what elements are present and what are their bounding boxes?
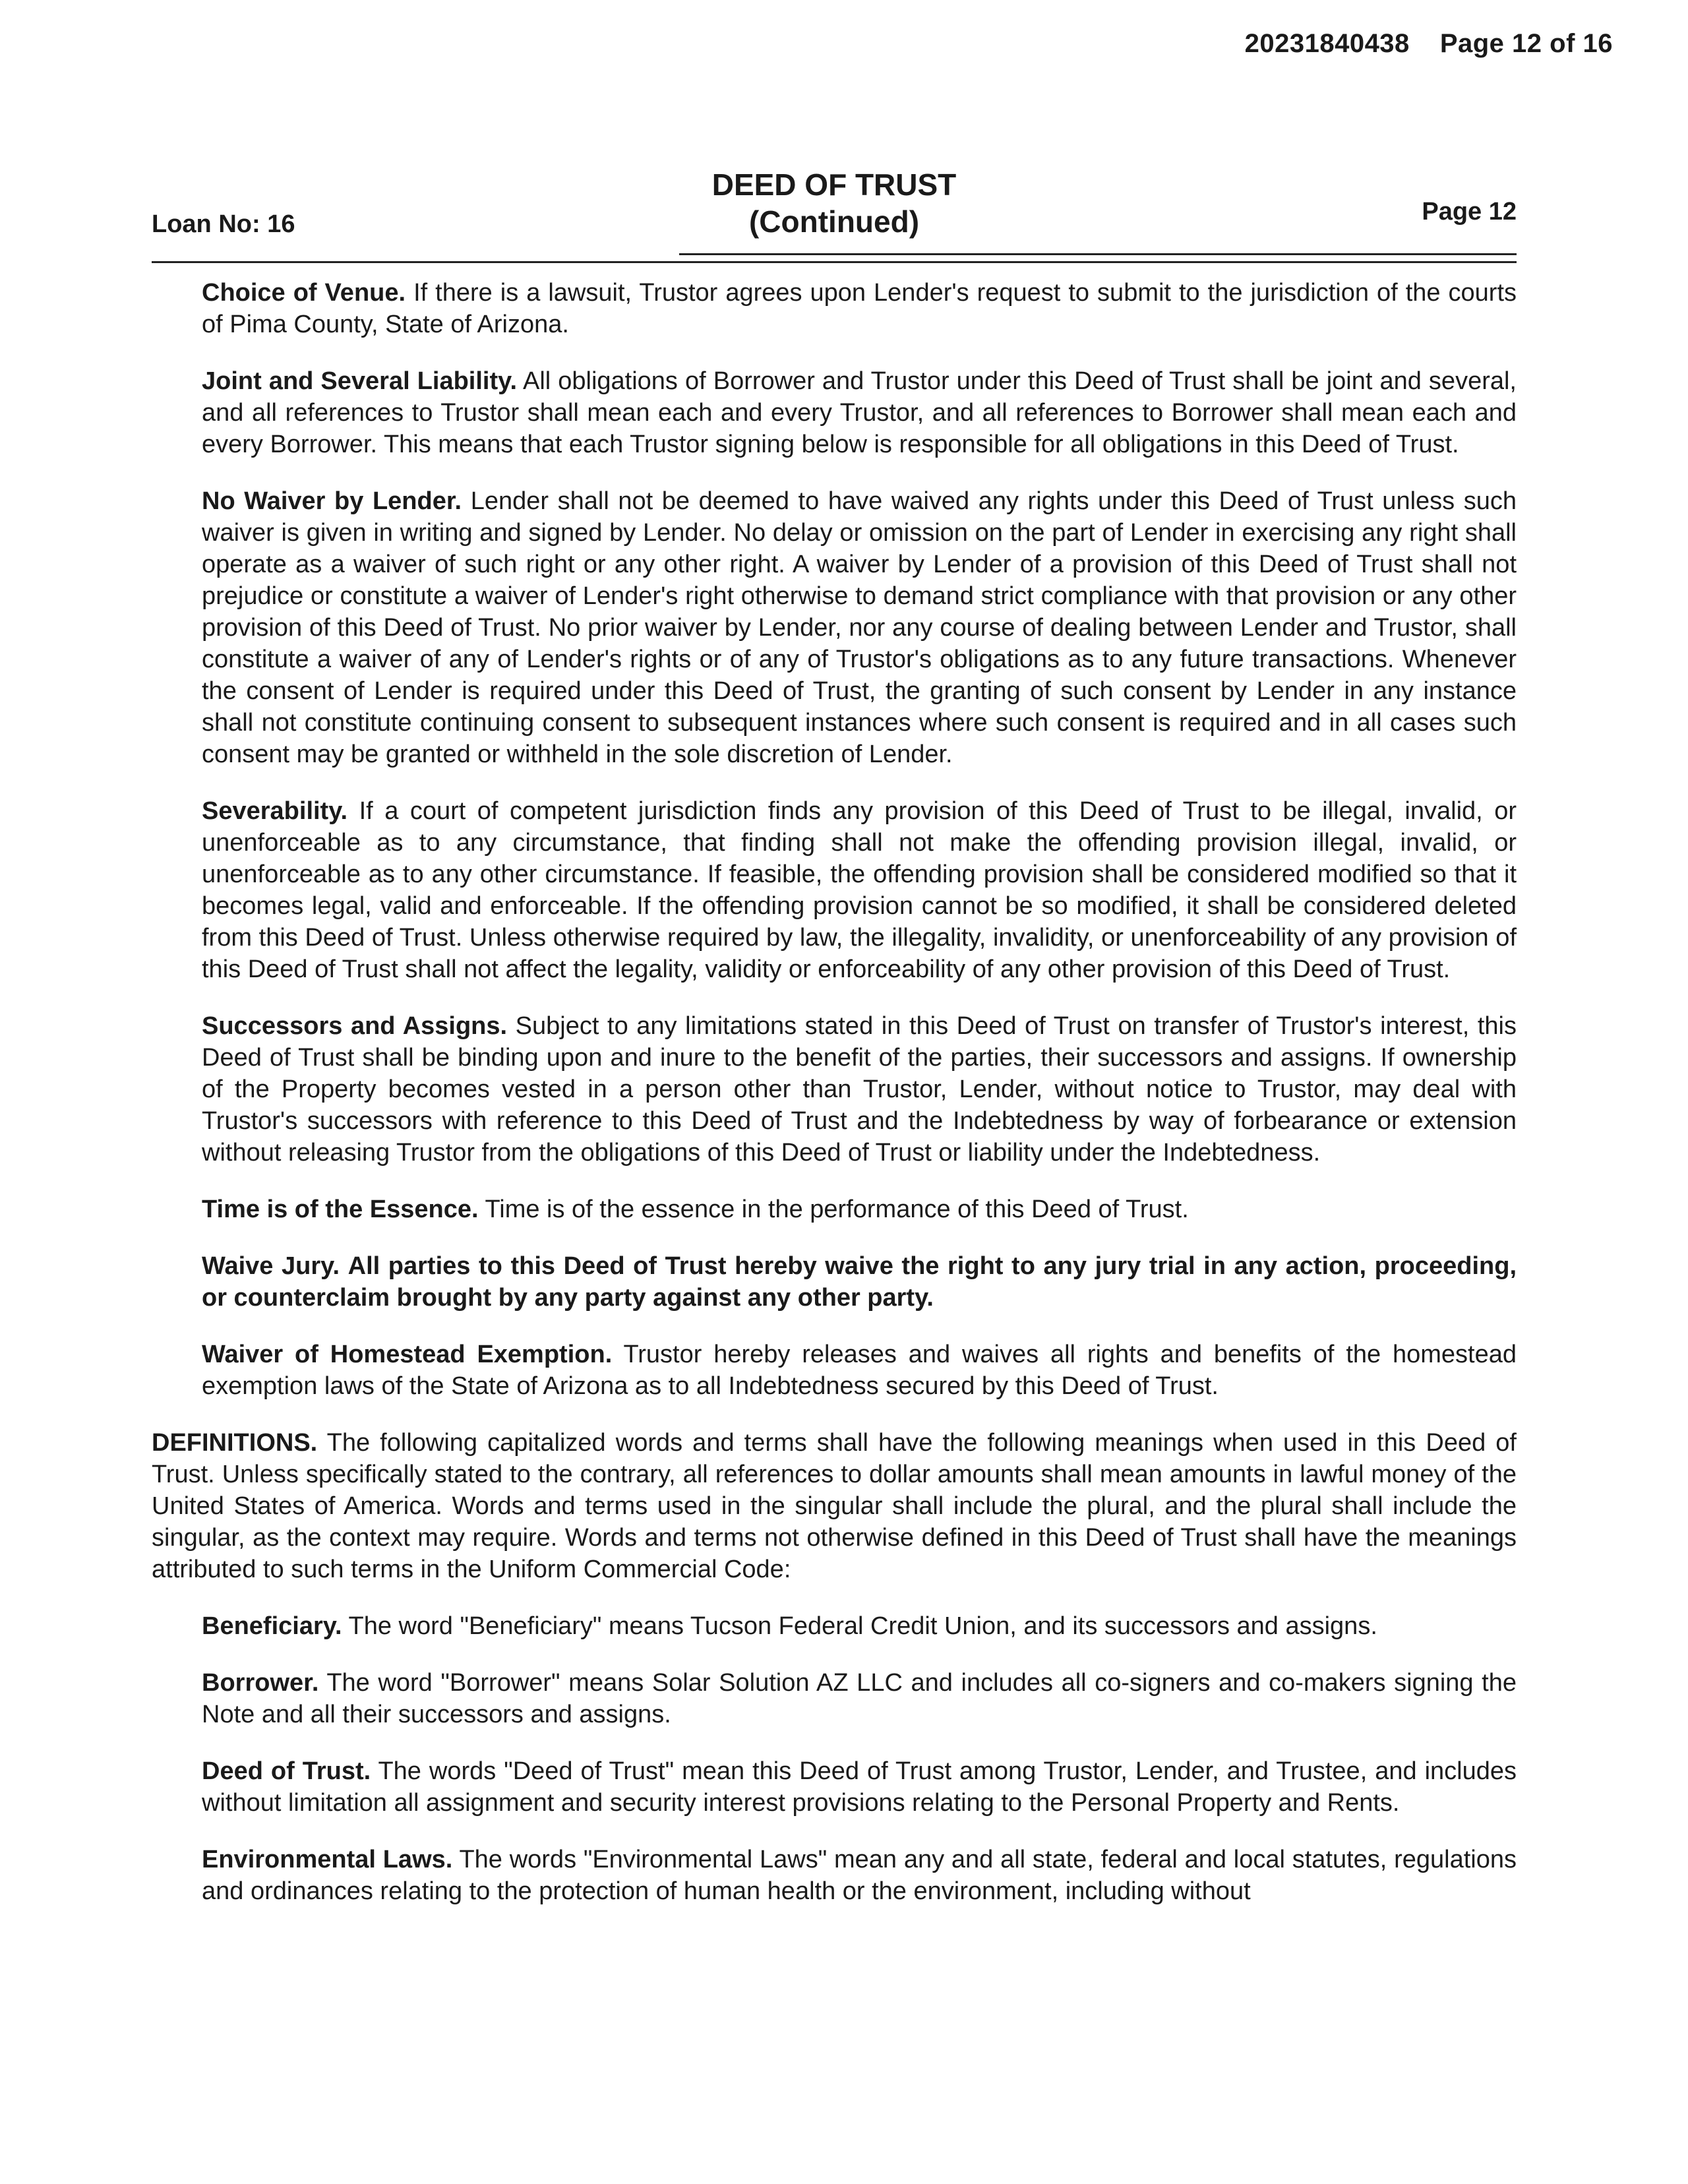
section-choice-of-venue [202,277,1517,340]
section-text: All parties to this Deed of Trust hereby waive the right to any jury trial in any action, proceeding, or counterclaim brought by any party against any other party. [202,1252,1517,1312]
title-line-2: (Continued) [748,204,920,239]
section-severability [202,795,1517,985]
section-text: Trustor hereby releases and waives all rights and benefits of the homestead exemption laws of the State of Arizona as to all Indebtedness secured by this Deed of Trust. [202,1341,1517,1400]
section-joint-and-several-liability [202,365,1517,460]
section-successors-and-assigns [202,1010,1517,1168]
section-term: Severability. [202,797,348,825]
document-title [152,166,1517,240]
header-rule-top [679,253,1517,255]
section-waive-jury [202,1250,1517,1314]
section-text: Time is of the essence in the performance of this Deed of Trust. [485,1196,1189,1223]
recording-number: 20231840438 [1244,29,1410,58]
recording-header [1245,29,1613,59]
recording-page-of: Page 12 of 16 [1439,29,1613,58]
document-body [152,277,1517,1926]
definition-term: Beneficiary. [202,1612,342,1640]
definitions-intro-text: The following capitalized words and terms shall have the following meanings when used in this Deed of Trust. Unless specifically stated to the contrary, all references to dollar amounts shall mean amounts in lawful money of the United States of America. Words and terms used in the singular shall include the plural, and the plural shall include the singular, as the context may require. Words and terms not otherwise defined in this Deed of Trust shall have the meanings attributed to such terms in the Uniform Commercial Code: [152,1429,1517,1583]
title-line-1: DEED OF TRUST [711,167,957,202]
definitions-intro [152,1427,1517,1585]
definition-term: Environmental Laws. [202,1846,453,1873]
definitions-heading: DEFINITIONS. [152,1429,318,1457]
definition-text: The word "Beneficiary" means Tucson Federal Credit Union, and its successors and assigns. [348,1612,1377,1640]
section-waiver-of-homestead-exemption [202,1339,1517,1402]
page-number: Page 12 [1422,198,1517,226]
section-term: Successors and Assigns. [202,1012,508,1040]
section-term: Waive Jury. [202,1252,340,1280]
section-term: Waiver of Homestead Exemption. [202,1341,613,1368]
section-term: Choice of Venue. [202,279,406,307]
section-term: Time is of the Essence. [202,1196,479,1223]
section-term: Joint and Several Liability. [202,367,518,395]
section-text: All obligations of Borrower and Trustor under this Deed of Trust shall be joint and several, and all references to Trustor shall mean each and every Trustor, and all references to Borrower shall mean each and every Borrower. This means that each Trustor signing below is responsible for all obligations in this Deed of Trust. [202,367,1517,458]
definition-deed-of-trust [202,1755,1517,1819]
definition-term: Deed of Trust. [202,1757,371,1785]
section-no-waiver-by-lender [202,485,1517,770]
definition-term: Borrower. [202,1669,319,1697]
section-text: If there is a lawsuit, Trustor agrees upon Lender's request to submit to the jurisdiction of the courts of Pima County, State of Arizona. [202,279,1517,338]
section-text: Lender shall not be deemed to have waived any rights under this Deed of Trust unless such waiver is given in writing and signed by Lender. No delay or omission on the part of Lender in exercising any right shall operate as a waiver of such right or any other right. A waiver by Lender of a provision of this Deed of Trust shall not prejudice or constitute a waiver of Lender's right otherwise to demand strict compliance with that provision or any other provision of this Deed of Trust. No prior waiver by Lender, nor any course of dealing between Lender and Trustor, shall constitute a waiver of any of Lender's rights or of any of Trustor's obligations as to any future transactions. Whenever the consent of Lender is required under this Deed of Trust, the granting of such consent by Lender in any instance shall not constitute continuing consent to subsequent instances where such consent is required and in all cases such consent may be granted or withheld in the sole discretion of Lender. [202,487,1517,768]
loan-number: Loan No: 16 [152,210,295,238]
definition-borrower [202,1667,1517,1730]
section-text: Subject to any limitations stated in this Deed of Trust on transfer of Trustor's interest, this Deed of Trust shall be binding upon and inure to the benefit of the parties, their successors and assigns. If ownership of the Property becomes vested in a person other than Trustor, Lender, without notice to Trustor, may deal with Trustor's successors with reference to this Deed of Trust and the Indebtedness by way of forbearance or extension without releasing Trustor from the obligations of this Deed of Trust or liability under the Indebtedness. [202,1012,1517,1167]
section-time-is-of-the-essence [202,1194,1517,1225]
definition-environmental-laws [202,1844,1517,1907]
section-text: If a court of competent jurisdiction finds any provision of this Deed of Trust to be illegal, invalid, or unenforceable as to any circumstance, that finding shall not make the offending provision illegal, invalid, or unenforceable as to any other circumstance. If feasible, the offending provision shall be considered modified so that it becomes legal, valid and enforceable. If the offending provision cannot be so modified, it shall be considered deleted from this Deed of Trust. Unless otherwise required by law, the illegality, invalidity, or unenforceability of any provision of this Deed of Trust shall not affect the legality, validity or enforceability of any other provision of this Deed of Trust. [202,797,1517,983]
definition-text: The words "Environmental Laws" mean any and all state, federal and local statutes, regulations and ordinances relating to the protection of human health or the environment, including without [202,1846,1517,1905]
definition-text: The word "Borrower" means Solar Solution AZ LLC and includes all co-signers and co-makers signing the Note and all their successors and assigns. [202,1669,1517,1728]
definition-text: The words "Deed of Trust" mean this Deed of Trust among Trustor, Lender, and Trustee, and includes without limitation all assignment and security interest provisions relating to the Personal Property and Rents. [202,1757,1517,1817]
definition-beneficiary [202,1610,1517,1642]
header-rule-bottom [152,261,1517,263]
document-header [152,161,1517,240]
section-term: No Waiver by Lender. [202,487,462,515]
